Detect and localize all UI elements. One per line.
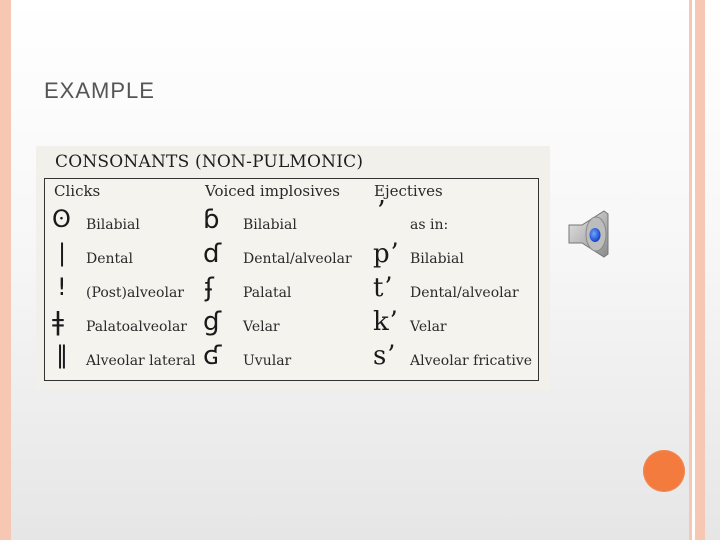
click-symbol: ʘ [52,205,71,233]
left-decorative-border [0,0,11,540]
speaker-icon-graphic [566,208,616,260]
implosive-symbol: ɠ [203,307,222,337]
ejectives-note-label: as in: [410,217,449,233]
ejective-symbol: sʼ [373,341,395,371]
column-header-clicks: Clicks [54,182,101,200]
table-title: CONSONANTS (NON-PULMONIC) [55,152,364,172]
ipa-consonant-table [36,146,550,390]
orange-circle-decoration [643,450,685,492]
ejective-label: Velar [410,319,447,335]
column-header-implosives: Voiced implosives [205,182,340,200]
table-frame [44,178,539,381]
implosive-label: Palatal [243,285,292,301]
ejective-label: Alveolar fricative [410,353,533,369]
right-decorative-border [689,0,705,540]
click-label: Dental [86,251,133,267]
speaker-icon[interactable] [566,208,616,260]
click-label: Alveolar lateral [86,353,196,369]
click-label: Bilabial [86,217,140,233]
click-label: (Post)alveolar [86,285,184,301]
click-symbol: ǂ [52,307,64,337]
implosive-label: Velar [243,319,280,335]
implosive-symbol: ɗ [203,239,222,269]
implosive-symbol: ʄ [205,273,214,303]
ejective-label: Bilabial [410,251,464,267]
ejective-label: Dental/alveolar [410,285,519,301]
click-symbol: ! [57,273,67,301]
click-symbol: | [58,239,67,267]
click-symbol: ‖ [56,341,68,369]
slide-title: EXAMPLE [44,78,155,103]
ejective-symbol: kʼ [373,307,398,337]
ejective-symbol: pʼ [373,239,398,269]
implosive-symbol: ɓ [203,205,220,235]
click-label: Palatoalveolar [86,319,187,335]
ejective-mark-symbol: ʼ [376,195,385,228]
implosive-symbol: ʛ [203,341,222,371]
column-header-ejectives: Ejectives [374,182,443,200]
ejective-symbol: tʼ [373,273,392,303]
implosive-label: Dental/alveolar [243,251,352,267]
implosive-label: Bilabial [243,217,297,233]
implosive-label: Uvular [243,353,292,369]
